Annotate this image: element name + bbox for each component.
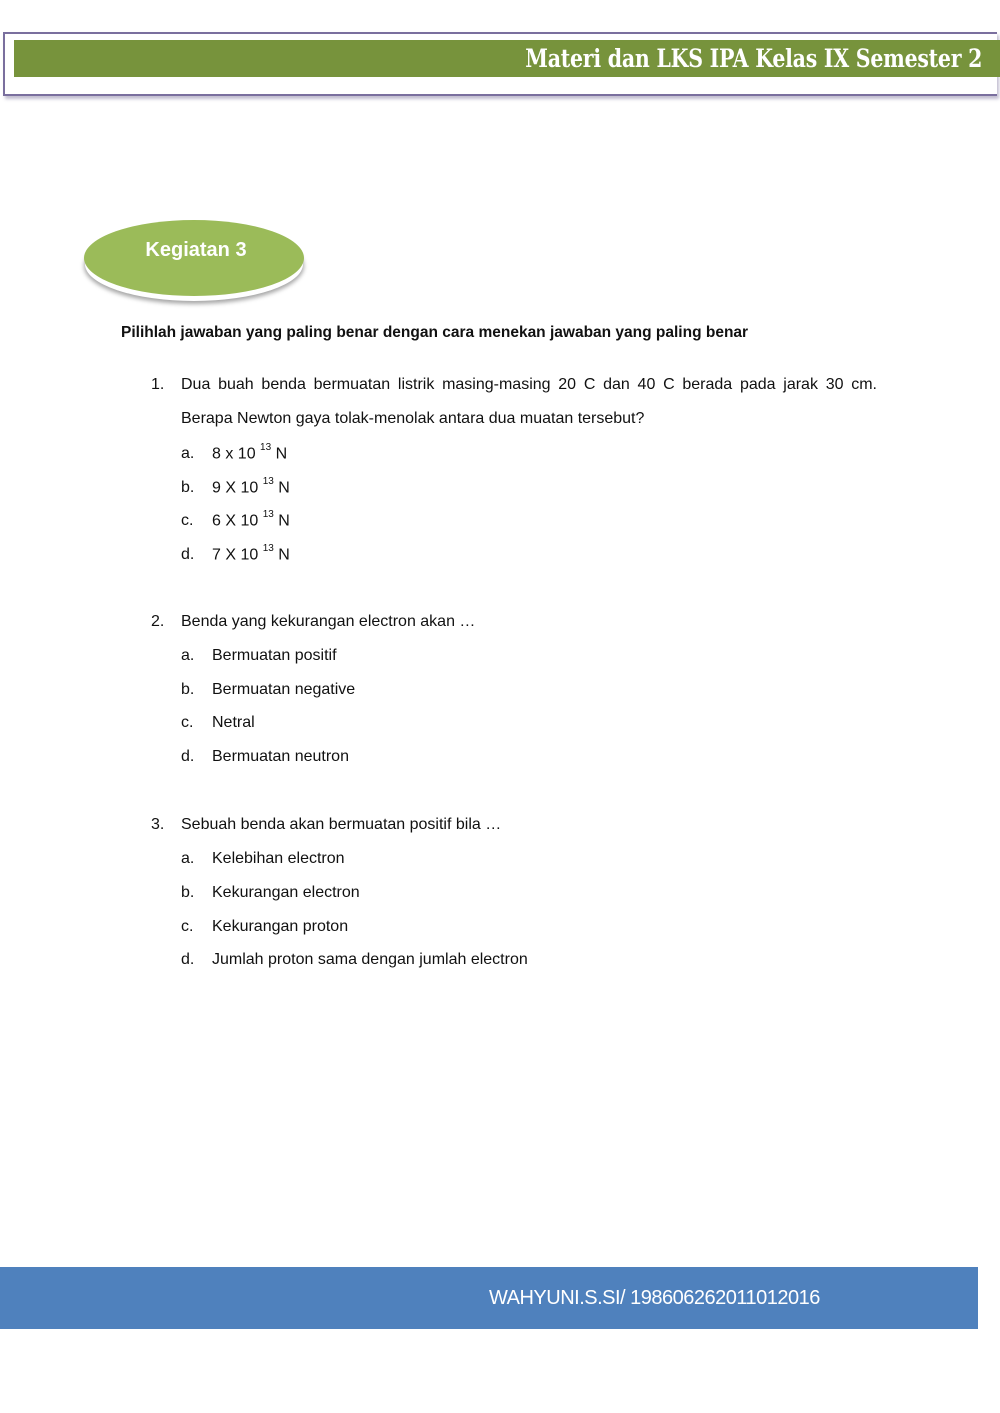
answer-option-3a[interactable] [181,850,345,868]
option-base: 9 X 10 [212,479,259,497]
answer-option-1d[interactable] [181,545,290,564]
option-letter: d. [181,748,195,765]
option-unit: N [273,546,290,564]
option-letter: b. [181,479,195,497]
option-unit: N [273,479,290,497]
option-letter: a. [181,445,195,463]
answer-option-2a[interactable] [181,647,337,665]
instruction-text: Pilihlah jawaban yang paling benar dengan cara menekan jawaban yang paling benar [121,324,749,341]
question-text: Sebuah benda akan bermuatan positif bila … [181,816,502,833]
option-text: Bermuatan negative [212,681,356,698]
option-unit: N [271,445,288,463]
footer-author: WAHYUNI.S.SI/ 198606262011012016 [489,1287,820,1309]
question-number: 3. [151,816,165,833]
question-number: 2. [151,613,165,630]
option-text: Bermuatan neutron [212,748,349,765]
option-letter: d. [181,546,195,564]
answer-option-3d[interactable] [181,951,528,969]
option-letter: a. [181,647,195,664]
option-unit: N [273,512,290,530]
option-letter: c. [181,714,194,731]
answer-option-1a[interactable] [181,444,287,463]
option-text: Bermuatan positif [212,647,337,664]
answer-option-2d[interactable] [181,748,349,766]
option-base: 8 x 10 [212,445,256,463]
option-letter: b. [181,681,195,698]
option-letter: d. [181,951,195,968]
question-number: 1. [151,376,165,393]
answer-option-3b[interactable] [181,884,360,902]
question-1-continuation: Berapa Newton gaya tolak-menolak antara dua muatan tersebut? [181,410,645,427]
answer-option-2b[interactable] [181,681,355,699]
option-exponent: 13 [262,509,274,520]
option-letter: a. [181,850,195,867]
answer-option-3c[interactable] [181,918,348,936]
option-text: Kekurangan electron [212,884,360,901]
option-text: Kekurangan proton [212,918,349,935]
option-letter: c. [181,918,194,935]
option-text: Netral [212,714,255,731]
question-3 [151,816,501,834]
question-text: Benda yang kekurangan electron akan … [181,613,476,630]
option-exponent: 13 [262,476,274,487]
option-letter: b. [181,884,195,901]
option-base: 6 X 10 [212,512,259,530]
question-1 [151,376,877,394]
answer-option-2c[interactable] [181,714,255,732]
option-letter: c. [181,512,194,530]
option-base: 7 X 10 [212,546,259,564]
question-2 [151,613,475,631]
option-exponent: 13 [262,543,274,554]
option-text: Kelebihan electron [212,850,345,867]
option-exponent: 13 [260,442,272,453]
question-text: Dua buah benda bermuatan listrik masing-masing 20 C dan 40 C berada pada jarak 30 cm. [181,376,877,393]
option-text: Jumlah proton sama dengan jumlah electron [212,951,528,968]
answer-option-1b[interactable] [181,478,290,497]
answer-option-1c[interactable] [181,511,290,530]
header-title: Materi dan LKS IPA Kelas IX Semester 2 [525,44,982,73]
activity-label: Kegiatan 3 [145,239,247,261]
